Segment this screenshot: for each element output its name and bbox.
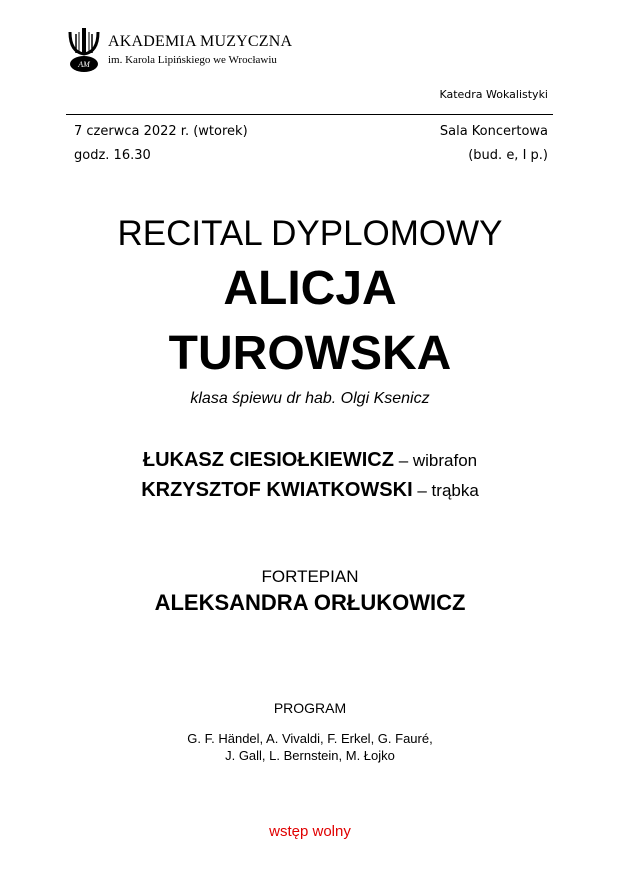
guest-role: – trąbka: [412, 481, 479, 500]
guest-performer: [0, 449, 620, 472]
event-venue: Sala Koncertowa: [439, 124, 548, 139]
pianist-name: ALEKSANDRA ORŁUKOWICZ: [154, 590, 466, 615]
guest-role: – wibrafon: [393, 451, 478, 470]
event-time: godz. 16.30: [74, 148, 151, 163]
event-venue-detail: (bud. e, I p.): [468, 148, 548, 163]
performer-first-name: ALICJA: [223, 262, 397, 315]
program-label: PROGRAM: [273, 700, 347, 716]
institution-name: AKADEMIA MUZYCZNA: [108, 33, 293, 50]
event-date: 7 czerwca 2022 r. (wtorek): [74, 124, 248, 139]
program-composers-line: J. Gall, L. Bernstein, M. Łojko: [225, 748, 395, 763]
department-name: Katedra Wokalistyki: [439, 88, 548, 101]
svg-text:AM: AM: [78, 60, 90, 69]
program-composers-line: G. F. Händel, A. Vivaldi, F. Erkel, G. Fauré,: [187, 731, 433, 746]
guest-performer: [0, 479, 620, 502]
header-divider: [66, 114, 553, 115]
recital-title: RECITAL DYPLOMOWY: [117, 214, 503, 253]
free-entry-note: wstęp wolny: [269, 823, 351, 840]
piano-label: FORTEPIAN: [261, 567, 359, 586]
guest-name: ŁUKASZ CIESIOŁKIEWICZ: [142, 449, 394, 471]
institution-subtitle: im. Karola Lipińskiego we Wrocławiu: [108, 54, 277, 66]
class-info: klasa śpiewu dr hab. Olgi Ksenicz: [190, 390, 430, 407]
performer-last-name: TUROWSKA: [168, 327, 452, 380]
guest-name: KRZYSZTOF KWIATKOWSKI: [141, 479, 413, 501]
lyre-logo-icon: [66, 26, 102, 74]
